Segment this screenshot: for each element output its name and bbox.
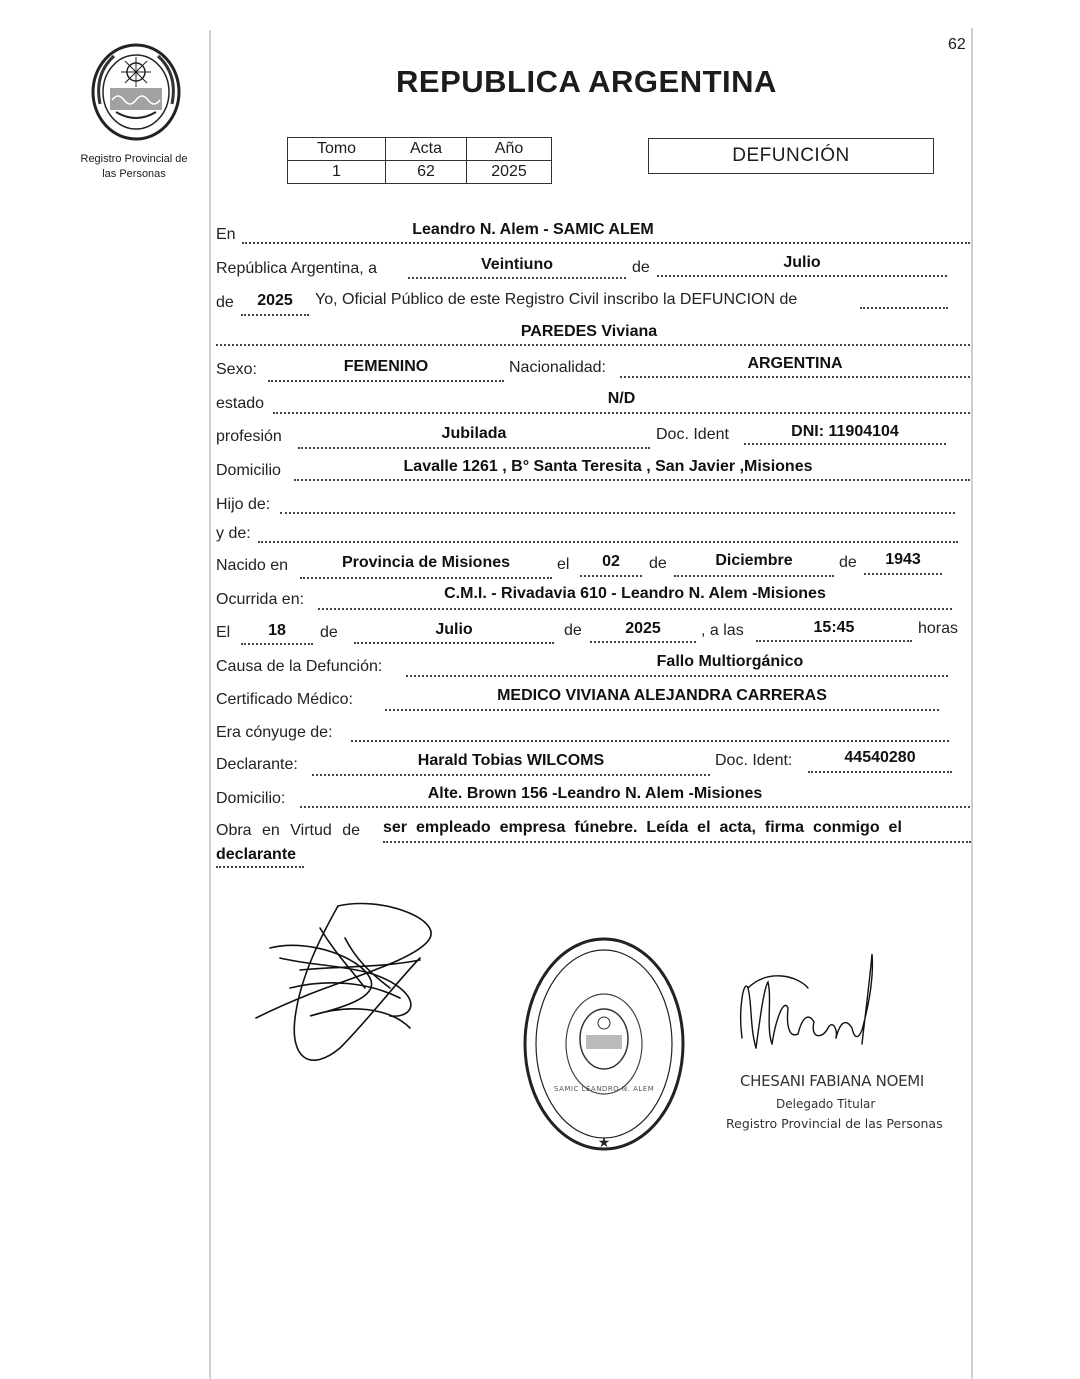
doc-ident2-label: Doc. Ident: — [715, 752, 793, 769]
birth-year-value: 1943 — [885, 551, 921, 568]
sexo-label: Sexo: — [216, 361, 257, 378]
birth-day-dots — [580, 575, 642, 577]
de-label-4: de — [839, 554, 857, 571]
nacionalidad-label: Nacionalidad: — [509, 359, 606, 376]
certificado-label: Certificado Médico: — [216, 691, 353, 708]
nacionalidad-value: ARGENTINA — [747, 355, 843, 372]
death-year-value: 2025 — [625, 620, 661, 637]
domicilio-dots — [294, 479, 970, 481]
nacido-value: Provincia de Misiones — [341, 554, 511, 571]
y-de-label: y de: — [216, 525, 251, 542]
obra-value-1: ser empleado empresa fúnebre. Leída el acta, firma conmigo el — [383, 819, 902, 836]
issuer-caption — [66, 152, 202, 182]
horas-label: horas — [918, 620, 959, 637]
deceased-dots — [216, 344, 970, 346]
declarante-dots — [312, 774, 710, 776]
year-value: 2025 — [257, 292, 293, 309]
inscribo-text: Yo, Oficial Público de este Registro Civil inscribo la DEFUNCION de — [315, 291, 798, 308]
y-de-dots — [258, 541, 958, 543]
deceased-name: PAREDES Viviana — [520, 323, 658, 340]
anio-value: 2025 — [467, 161, 552, 184]
inscribo-dots — [860, 307, 948, 309]
day-words-value: Veintiuno — [481, 256, 553, 273]
page-number: 62 — [948, 36, 966, 53]
death-time-value: 15:45 — [813, 619, 855, 636]
estado-value: N/D — [607, 390, 636, 407]
republica-label: República Argentina, a — [216, 260, 377, 277]
nacido-dots — [300, 577, 552, 579]
official-office: Registro Provincial de las Personas — [726, 1116, 943, 1131]
obra-label: Obra en Virtud de — [216, 822, 361, 839]
acta-header: Acta — [386, 138, 467, 161]
doc-ident-label: Doc. Ident — [656, 426, 729, 443]
obra-value-2: declarante — [216, 846, 297, 863]
estado-label: estado — [216, 395, 265, 412]
el-cap-label: El — [216, 624, 231, 641]
domicilio-label: Domicilio — [216, 462, 281, 479]
month-dots — [657, 275, 947, 277]
causa-label: Causa de la Defunción: — [216, 658, 383, 675]
acta-value: 62 — [386, 161, 467, 184]
ocurrida-dots — [318, 608, 952, 610]
doc-ident-value: DNI: 11904104 — [791, 423, 899, 440]
hijo-dots — [280, 512, 955, 514]
nacionalidad-dots — [620, 376, 970, 378]
domicilio2-label: Domicilio: — [216, 790, 286, 807]
day-words-dots — [408, 277, 626, 279]
conyuge-label: Era cónyuge de: — [216, 724, 333, 741]
doc-ident-dots — [744, 443, 946, 445]
ocurrida-label: Ocurrida en: — [216, 591, 305, 608]
obra-dots-2 — [216, 866, 304, 868]
en-label: En — [216, 226, 236, 243]
official-signature — [728, 948, 898, 1058]
right-margin-line — [971, 28, 973, 1379]
place-value: Leandro N. Alem - SAMIC ALEM — [412, 221, 654, 238]
conyuge-dots — [351, 740, 949, 742]
left-margin-line — [209, 30, 211, 1379]
doc-ident2-value: 44540280 — [844, 749, 916, 766]
hijo-label: Hijo de: — [216, 496, 271, 513]
tomo-value: 1 — [288, 161, 386, 184]
document-type-box: DEFUNCIÓN — [648, 138, 934, 174]
death-year-dots — [590, 641, 696, 643]
official-seal — [520, 935, 688, 1157]
page-title: REPUBLICA ARGENTINA — [396, 64, 777, 99]
certificado-dots — [385, 709, 939, 711]
death-month-value: Julio — [435, 621, 473, 638]
certificado-value: MEDICO VIVIANA ALEJANDRA CARRERAS — [497, 687, 827, 704]
declarant-signature — [250, 898, 440, 1073]
domicilio2-dots — [300, 806, 970, 808]
coat-of-arms-logo — [86, 42, 186, 142]
death-day-value: 18 — [268, 622, 286, 639]
causa-dots — [406, 675, 948, 677]
month-value: Julio — [783, 254, 821, 271]
official-name: CHESANI FABIANA NOEMI — [740, 1072, 925, 1090]
de-label-5: de — [320, 624, 338, 641]
profesion-label: profesión — [216, 428, 282, 445]
obra-dots-1 — [383, 841, 971, 843]
de-label-2: de — [216, 294, 234, 311]
estado-dots — [273, 412, 970, 414]
profesion-value: Jubilada — [441, 425, 507, 442]
death-time-dots — [756, 640, 912, 642]
de-label-1: de — [632, 259, 650, 276]
causa-value: Fallo Multiorgánico — [656, 653, 804, 670]
birth-day-value: 02 — [602, 553, 620, 570]
birth-month-value: Diciembre — [715, 552, 793, 569]
declarante-value: Harald Tobias WILCOMS — [417, 752, 605, 769]
domicilio2-value: Alte. Brown 156 -Leandro N. Alem -Misiones — [427, 785, 763, 802]
profesion-dots — [298, 447, 650, 449]
anio-header: Año — [467, 138, 552, 161]
domicilio-value: Lavalle 1261 , B° Santa Teresita , San Javier ,Misiones — [403, 458, 813, 475]
birth-year-dots — [864, 573, 942, 575]
sexo-dots — [268, 380, 504, 382]
de-label-6: de — [564, 622, 582, 639]
birth-month-dots — [674, 575, 834, 577]
place-dots — [242, 242, 970, 244]
issuer-caption-line2: las Personas — [102, 168, 166, 180]
issuer-caption-line1: Registro Provincial de — [80, 153, 188, 165]
de-label-3: de — [649, 555, 667, 572]
a-las-label: , a las — [701, 622, 744, 639]
sexo-value: FEMENINO — [343, 358, 429, 375]
el-label: el — [557, 556, 570, 573]
seal-inner-text: SAMIC LEANDRO N. ALEM — [554, 1085, 655, 1093]
death-month-dots — [354, 642, 554, 644]
declarante-label: Declarante: — [216, 756, 298, 773]
year-dots — [241, 314, 309, 316]
svg-text:★: ★ — [597, 1135, 611, 1151]
nacido-label: Nacido en — [216, 557, 289, 574]
death-day-dots — [241, 643, 313, 645]
tomo-header: Tomo — [288, 138, 386, 161]
ocurrida-value: C.M.I. - Rivadavia 610 - Leandro N. Alem -Misiones — [444, 585, 826, 602]
tomo-acta-table — [287, 137, 552, 184]
doc-ident2-dots — [808, 771, 952, 773]
official-title: Delegado Titular — [776, 1097, 876, 1111]
